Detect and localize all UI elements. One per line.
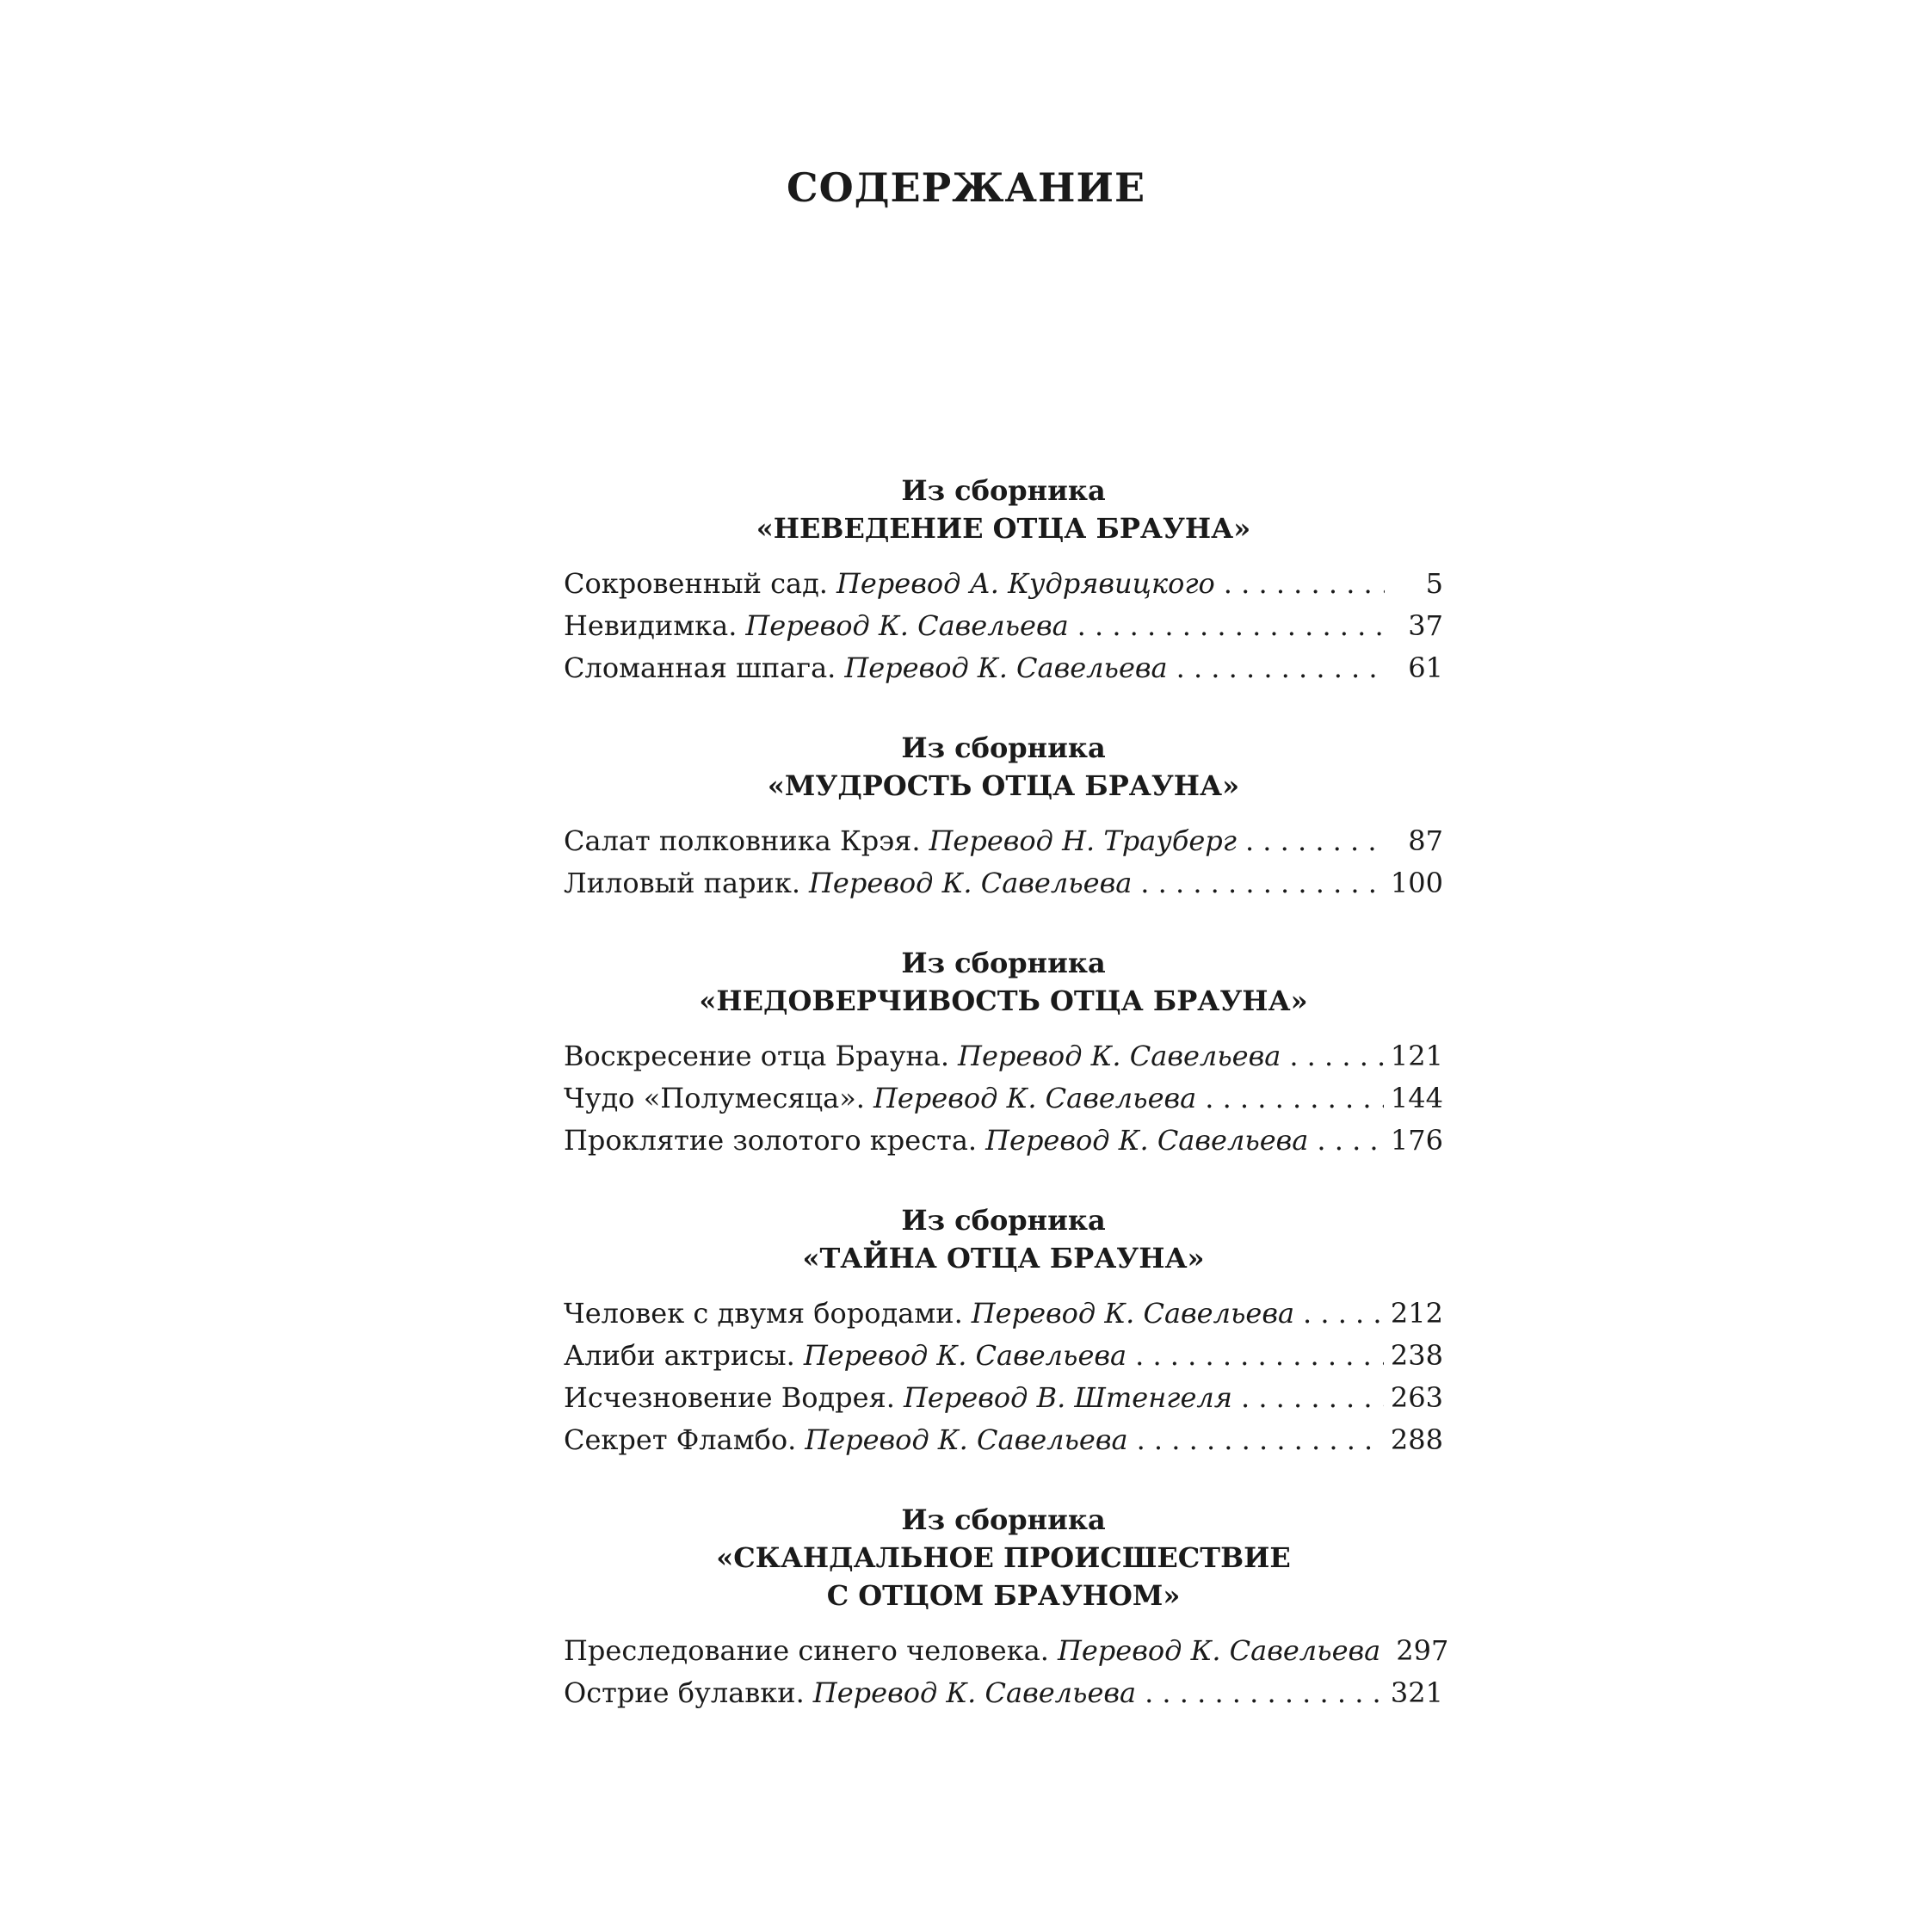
entry-page-number: 321: [1390, 1676, 1443, 1709]
entry-title: Невидимка.: [564, 609, 738, 642]
entry-translator: Перевод К. Савельева: [844, 651, 1168, 684]
entry-page-number: 121: [1390, 1040, 1443, 1072]
dot-leader: [1140, 862, 1384, 904]
entry-title: Преследование синего человека.: [564, 1634, 1049, 1667]
toc-section: [564, 1501, 1449, 1714]
entry-title: Салат полковника Крэя.: [564, 824, 921, 857]
toc-entry[interactable]: [564, 1419, 1443, 1461]
entry-page-number: 263: [1390, 1381, 1443, 1414]
section-heading: [564, 472, 1443, 547]
toc-entry[interactable]: [564, 1672, 1443, 1714]
toc-entry[interactable]: [564, 1630, 1449, 1672]
dot-leader: [1077, 605, 1385, 647]
entry-page-number: 288: [1390, 1423, 1443, 1456]
toc-section: [564, 729, 1443, 904]
section-heading-line: «ТАЙНА ОТЦА БРАУНА»: [802, 1242, 1205, 1275]
entry-title: Лиловый парик.: [564, 867, 800, 899]
dot-leader: [1176, 647, 1385, 689]
entry-translator: Перевод К. Савельева: [958, 1040, 1281, 1072]
toc-entry[interactable]: [564, 820, 1443, 862]
dot-leader: [1303, 1293, 1384, 1335]
entry-translator: Перевод К. Савельева: [805, 1423, 1128, 1456]
dot-leader: [1145, 1672, 1384, 1714]
entry-page-number: 37: [1408, 609, 1443, 642]
section-heading: [564, 729, 1443, 805]
entry-translator: Перевод В. Штенгеля: [903, 1381, 1232, 1414]
entry-translator: Перевод К. Савельева: [803, 1339, 1127, 1372]
entry-title: Исчезновение Водрея.: [564, 1381, 895, 1414]
section-heading: [564, 944, 1443, 1020]
section-heading-line: С ОТЦОМ БРАУНОМ»: [826, 1579, 1181, 1612]
toc-entry[interactable]: [564, 563, 1443, 605]
entry-title: Человек с двумя бородами.: [564, 1297, 963, 1330]
entry-title: Чудо «Полумесяца».: [564, 1082, 865, 1114]
entry-translator: Перевод К. Савельева: [745, 609, 1069, 642]
section-heading-line: «СКАНДАЛЬНОЕ ПРОИСШЕСТВИЕ: [716, 1541, 1291, 1574]
entry-page-number: 238: [1390, 1339, 1443, 1372]
entry-translator: Перевод К. Савельева: [985, 1124, 1309, 1157]
toc-entry[interactable]: [564, 1335, 1443, 1377]
section-heading: [564, 1201, 1443, 1277]
toc-entry[interactable]: [564, 1120, 1443, 1162]
entry-title: Проклятие золотого креста.: [564, 1124, 978, 1157]
entry-translator: Перевод К. Савельева: [1057, 1634, 1381, 1667]
entry-page-number: 212: [1390, 1297, 1443, 1330]
section-heading: [564, 1501, 1443, 1614]
entry-title: Воскресение отца Брауна.: [564, 1040, 950, 1072]
entry-page-number: 87: [1408, 824, 1443, 857]
section-heading-line: «МУДРОСТЬ ОТЦА БРАУНА»: [767, 769, 1240, 802]
toc-entry[interactable]: [564, 1077, 1443, 1120]
toc-entry[interactable]: [564, 605, 1443, 647]
toc-entry[interactable]: [564, 1035, 1443, 1077]
section-heading-line: Из сборника: [901, 731, 1106, 764]
dot-leader: [1224, 563, 1385, 605]
entry-translator: Перевод К. Савельева: [809, 867, 1133, 899]
entry-page-number: 5: [1425, 567, 1443, 600]
dot-leader: [1289, 1035, 1384, 1077]
toc-entry[interactable]: [564, 647, 1443, 689]
section-heading-line: Из сборника: [901, 1503, 1106, 1536]
section-heading-line: Из сборника: [901, 947, 1106, 979]
toc-section: [564, 1201, 1443, 1461]
toc-section: [564, 944, 1443, 1162]
entry-title: Сломанная шпага.: [564, 651, 836, 684]
dot-leader: [1137, 1419, 1384, 1461]
toc-entry[interactable]: [564, 1377, 1443, 1419]
entry-title: Секрет Фламбо.: [564, 1423, 797, 1456]
entry-page-number: 61: [1408, 651, 1443, 684]
dot-leader: [1245, 820, 1385, 862]
entry-translator: Перевод А. Кудрявицкого: [836, 567, 1215, 600]
entry-translator: Перевод Н. Трауберг: [929, 824, 1237, 857]
entry-title: Алиби актрисы.: [564, 1339, 795, 1372]
toc-section: [564, 472, 1443, 689]
entry-page-number: 297: [1396, 1634, 1449, 1667]
entry-translator: Перевод К. Савельева: [971, 1297, 1295, 1330]
dot-leader: [1317, 1120, 1384, 1162]
section-heading-line: «НЕДОВЕРЧИВОСТЬ ОТЦА БРАУНА»: [699, 985, 1308, 1017]
section-heading-line: Из сборника: [901, 474, 1106, 507]
entry-translator: Перевод К. Савельева: [873, 1082, 1197, 1114]
toc-entry[interactable]: [564, 1293, 1443, 1335]
entry-translator: Перевод К. Савельева: [812, 1676, 1137, 1709]
section-heading-line: «НЕВЕДЕНИЕ ОТЦА БРАУНА»: [756, 512, 1251, 545]
dot-leader: [1135, 1335, 1384, 1377]
entry-title: Сокровенный сад.: [564, 567, 828, 600]
dot-leader: [1241, 1377, 1384, 1419]
entry-page-number: 176: [1390, 1124, 1443, 1157]
entry-page-number: 144: [1390, 1082, 1443, 1114]
entry-title: Острие булавки.: [564, 1676, 805, 1709]
entry-page-number: 100: [1390, 867, 1443, 899]
toc-entry[interactable]: [564, 862, 1443, 904]
dot-leader: [1205, 1077, 1384, 1120]
table-of-contents: [564, 472, 1449, 1754]
page-title: СОДЕРЖАНИЕ: [786, 164, 1146, 211]
section-heading-line: Из сборника: [901, 1204, 1106, 1237]
